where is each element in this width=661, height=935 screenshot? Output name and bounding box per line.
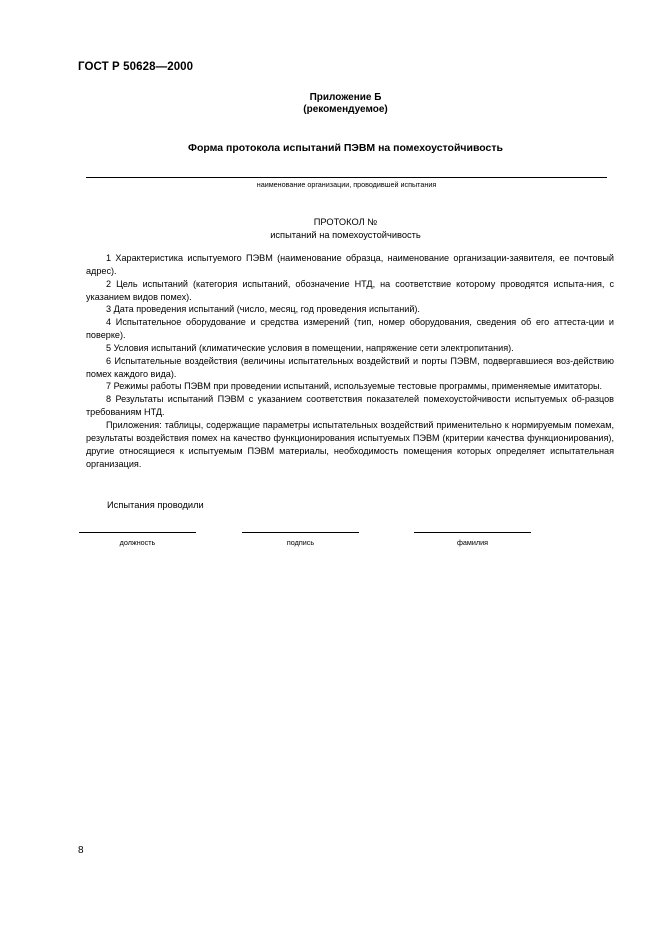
protocol-item: 5 Условия испытаний (климатические условия в помещении, напряжение сети электропитания). <box>106 342 514 353</box>
protocol-item: 6 Испытательные воздействия (величины испытательных воздействий и порты ПЭВМ, подвергавшиеся воз-действию помех каждого вида). <box>86 355 614 379</box>
surname-caption: фамилия <box>457 538 488 547</box>
form-title: Форма протокола испытаний ПЭВМ на помехоустойчивость <box>188 142 503 154</box>
organization-blank-line <box>86 177 607 178</box>
signature-blank-line <box>242 532 359 533</box>
organization-caption: наименование организации, проводившей испытания <box>256 180 437 189</box>
protocol-item: 2 Цель испытаний (категория испытаний, обозначение НТД, на соответствие которому проводятся испыта-ния, с указанием видов помех). <box>86 278 614 302</box>
document-code: ГОСТ Р 50628—2000 <box>78 61 194 73</box>
signatures-label: Испытания проводили <box>107 500 204 510</box>
protocol-items <box>86 252 614 470</box>
appendix-subtitle: (рекомендуемое) <box>303 104 388 115</box>
page-number: 8 <box>78 845 84 856</box>
protocol-item: 7 Режимы работы ПЭВМ при проведении испытаний, используемые тестовые программы, применяемые имитаторы. <box>106 381 603 392</box>
protocol-title: ПРОТОКОЛ № <box>313 217 378 227</box>
surname-blank-line <box>414 532 531 533</box>
protocol-item: 4 Испытательное оборудование и средства измерений (тип, номер оборудования, сведения об его аттеста-ции и поверке). <box>86 317 614 341</box>
protocol-item: 8 Результаты испытаний ПЭВМ с указанием соответствия показателей помехоустойчивости испытуемых об-разцов требованиям НТД. <box>86 394 614 418</box>
protocol-item: 3 Дата проведения испытаний (число, месяц, год проведения испытаний). <box>106 304 420 315</box>
protocol-subtitle: испытаний на помехоустойчивость <box>270 230 421 240</box>
signature-caption: подпись <box>286 538 315 547</box>
protocol-attachments: Приложения: таблицы, содержащие параметры испытательных воздействий применительно к нормируемым помехам, результаты воздействия помех на качество функционирования испытуемых ПЭВМ (критерии качества функционирования), другие относящиеся к испытуемым ПЭВМ материалы, необходимость помещения которых определяет испытательная организация. <box>86 419 614 469</box>
protocol-item: 1 Характеристика испытуемого ПЭВМ (наименование образца, наименование организации-заявителя, ее почтовый адрес). <box>86 253 614 276</box>
appendix-title: Приложение Б <box>309 92 382 103</box>
position-caption: должность <box>119 538 156 547</box>
position-blank-line <box>79 532 196 533</box>
